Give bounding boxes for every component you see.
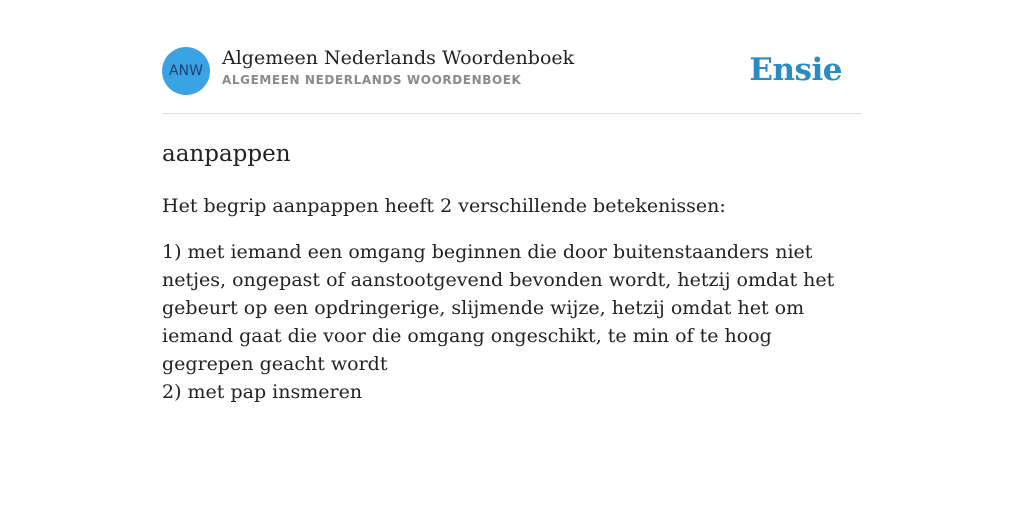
anw-logo-icon[interactable]	[162, 47, 210, 95]
entry-content	[162, 114, 862, 406]
source-title[interactable]: Algemeen Nederlands Woordenboek	[222, 47, 575, 69]
logo-text: ANW	[169, 63, 203, 79]
header	[162, 0, 862, 114]
definition-item: 1) met iemand een omgang beginnen die door buitenstaanders niet netjes, ongepast of aanstootgevend bevonden wordt, hetzij omdat het gebeurt op een opdringerige, slijmende wijze, hetzij omdat het om iemand gaat die voor die omgang ongeschikt, te min of te hoog gegrepen geacht wordt	[162, 241, 835, 375]
headword: aanpappen	[162, 141, 291, 167]
page	[162, 0, 862, 406]
definition-list	[162, 238, 862, 406]
source-subtitle: ALGEMEEN NEDERLANDS WOORDENBOEK	[222, 73, 522, 87]
entry-intro: Het begrip aanpappen heeft 2 verschillende betekenissen:	[162, 195, 726, 217]
ensie-brand-logo[interactable]: Ensie	[749, 52, 842, 88]
source-block	[222, 46, 574, 87]
definition-item: 2) met pap insmeren	[162, 381, 363, 403]
